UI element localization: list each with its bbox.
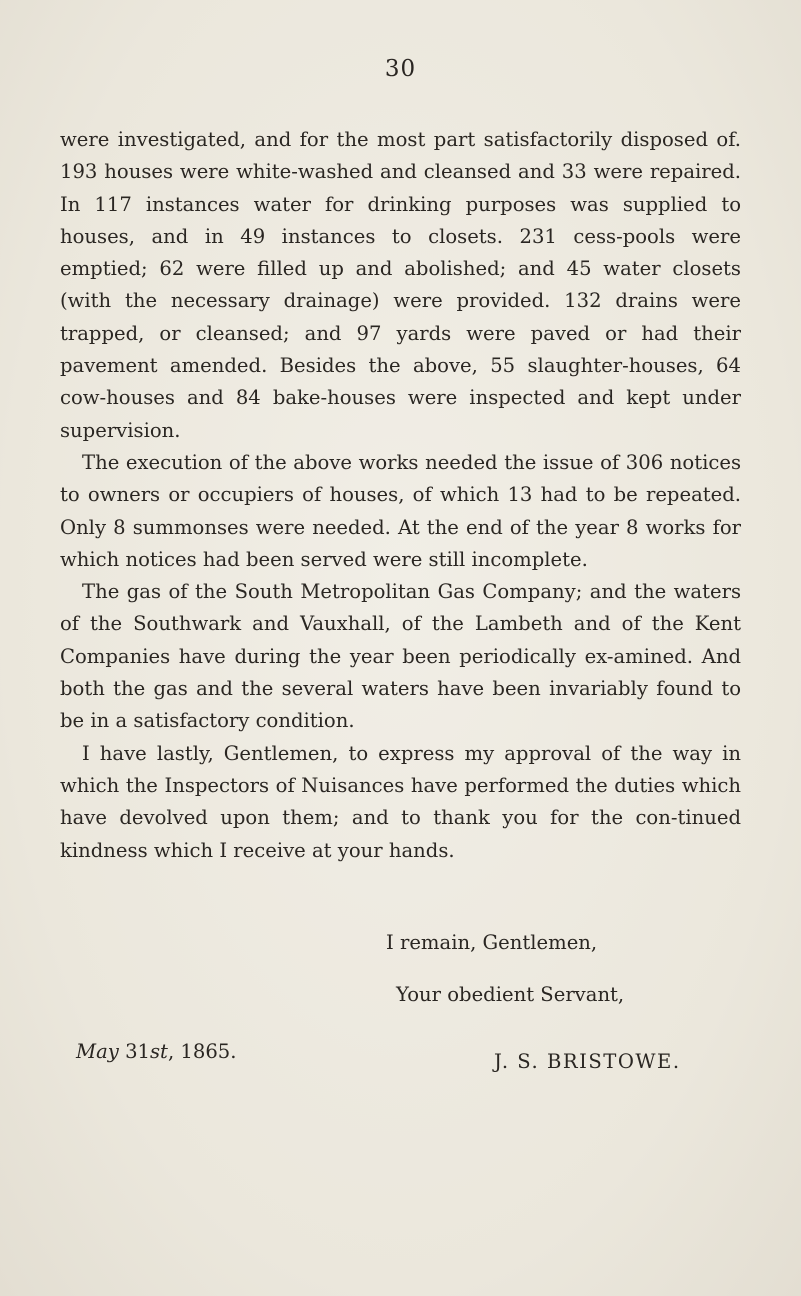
paragraph-1: were investigated, and for the most part satisfactorily disposed of. 193 houses were white-washed and cleansed and 33 were repaired. In 117 instances water for drinking purposes was supplied to houses, and in 49 instances to closets. 231 cess-pools were emptied; 62 were filled up and abolished; and 45 water closets (with the necessary drainage) were provided. 132 drains were trapped, or cleansed; and 97 yards were paved or had their pavement amended. Besides the above, 55 slaughter-houses, 64 cow-houses and 84 bake-houses were inspected and kept under supervision. [60,128,741,442]
date-ordinal: st [150,1040,168,1063]
signature: J. S. BRISTOWE. [494,1050,681,1073]
paragraph-4: I have lastly, Gentlemen, to express my approval of the way in which the Inspectors of Nuisances have performed the duties which have devolved upon them; and to thank you for the con-tinued kindness which I receive at your hands. [60,741,741,862]
date-year: , 1865. [167,1040,237,1063]
closing-servant: Your obedient Servant, [396,983,625,1006]
letter-date [76,1040,237,1063]
paragraph-2: The execution of the above works needed the issue of 306 notices to owners or occupiers of houses, of which 13 had to be repeated. Only 8 summonses were needed. At the end of the year 8 works for which notices had been served were still incomplete. [60,450,741,571]
date-month: May [76,1040,119,1063]
closing-salutation: I remain, Gentlemen, [386,931,598,954]
body-text [60,124,741,867]
date-day: 31 [125,1040,150,1063]
page-number: 30 [384,56,417,82]
paragraph-3: The gas of the South Metropolitan Gas Company; and the waters of the Southwark and Vauxhall, of the Lambeth and of the Kent Companies have during the year been periodically ex-amined. And both the gas and the several waters have been invariably found to be in a satisfactory condition. [60,580,741,733]
